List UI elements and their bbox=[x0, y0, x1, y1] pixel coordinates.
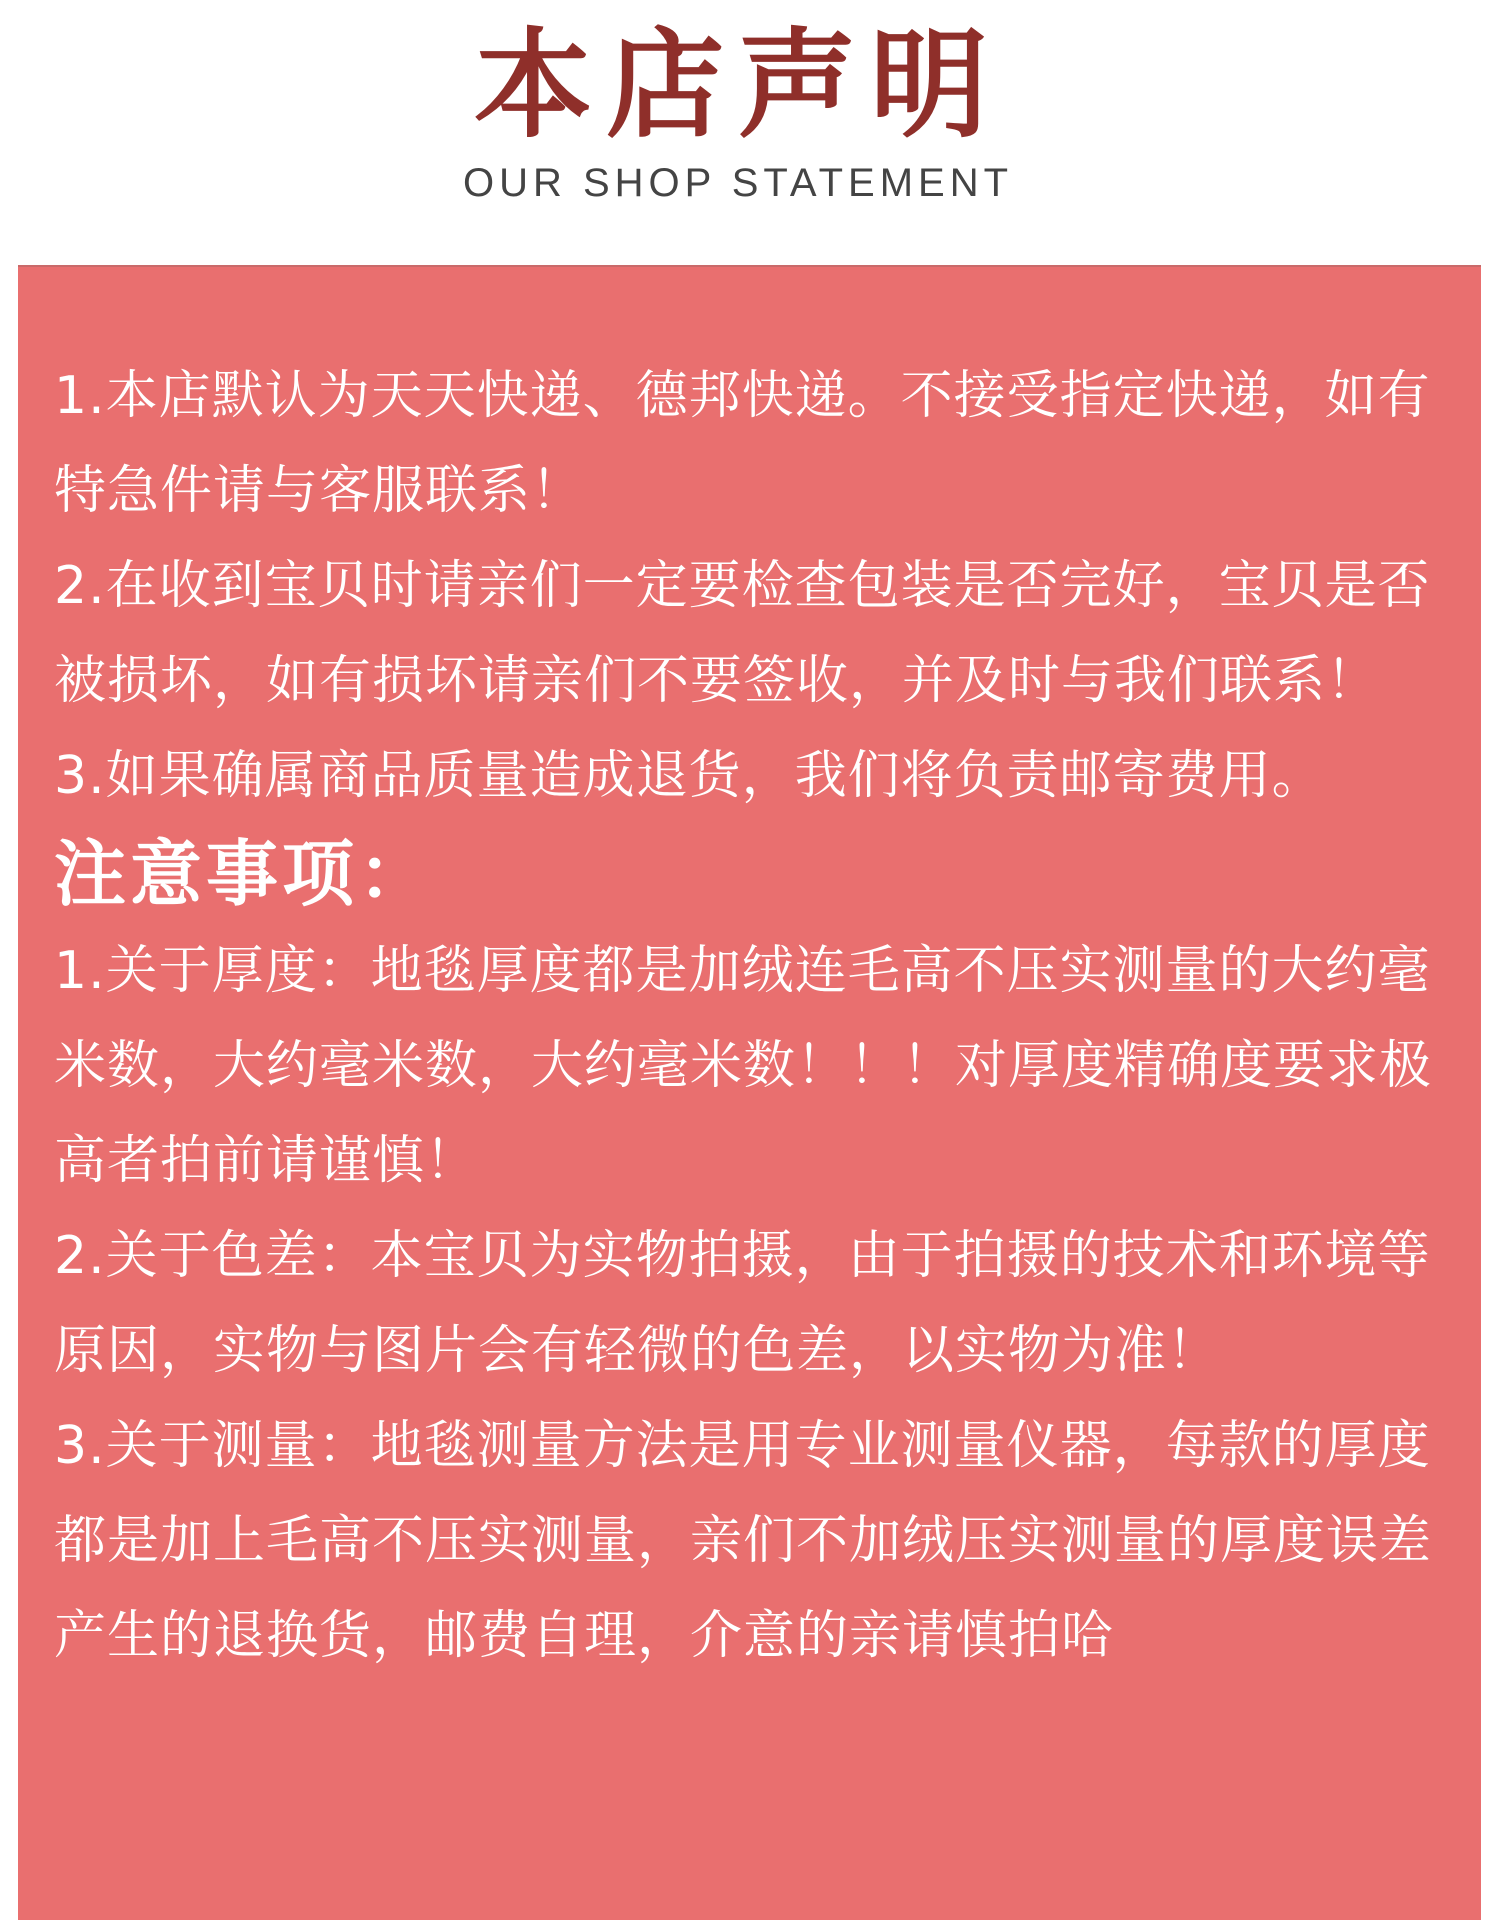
statement-item-1: 1.本店默认为天天快递、德邦快递。不接受指定快递，如有特急件请与客服联系！ bbox=[54, 366, 1431, 521]
page-subtitle: OUR SHOP STATEMENT bbox=[462, 161, 1014, 205]
notice-heading: 注意事项： bbox=[54, 832, 435, 916]
notice-item-color-difference: 2.关于色差：本宝贝为实物拍摄，由于拍摄的技术和环境等原因，实物与图片会有轻微的色差，以实物为准！ bbox=[54, 1226, 1431, 1381]
notice-item-measurement: 3.关于测量：地毯测量方法是用专业测量仪器，每款的厚度都是加上毛高不压实测量，亲们不加绒压实测量的厚度误差产生的退换货，邮费自理，介意的亲请慎拍哈 bbox=[54, 1416, 1433, 1666]
statement-item-3: 3.如果确属商品质量造成退货，我们将负责邮寄费用。 bbox=[54, 746, 1325, 806]
statement-panel bbox=[18, 265, 1481, 1920]
page-title: 本店声明 bbox=[473, 16, 1002, 154]
statement-content bbox=[54, 349, 1464, 1684]
statement-item-2: 2.在收到宝贝时请亲们一定要检查包装是否完好，宝贝是否被损坏，如有损坏请亲们不要签收，并及时与我们联系！ bbox=[54, 556, 1431, 711]
notice-item-thickness: 1.关于厚度：地毯厚度都是加绒连毛高不压实测量的大约毫米数，大约毫米数，大约毫米数！！！对厚度精确度要求极高者拍前请谨慎！ bbox=[54, 941, 1433, 1191]
statement-header bbox=[0, 0, 1500, 265]
